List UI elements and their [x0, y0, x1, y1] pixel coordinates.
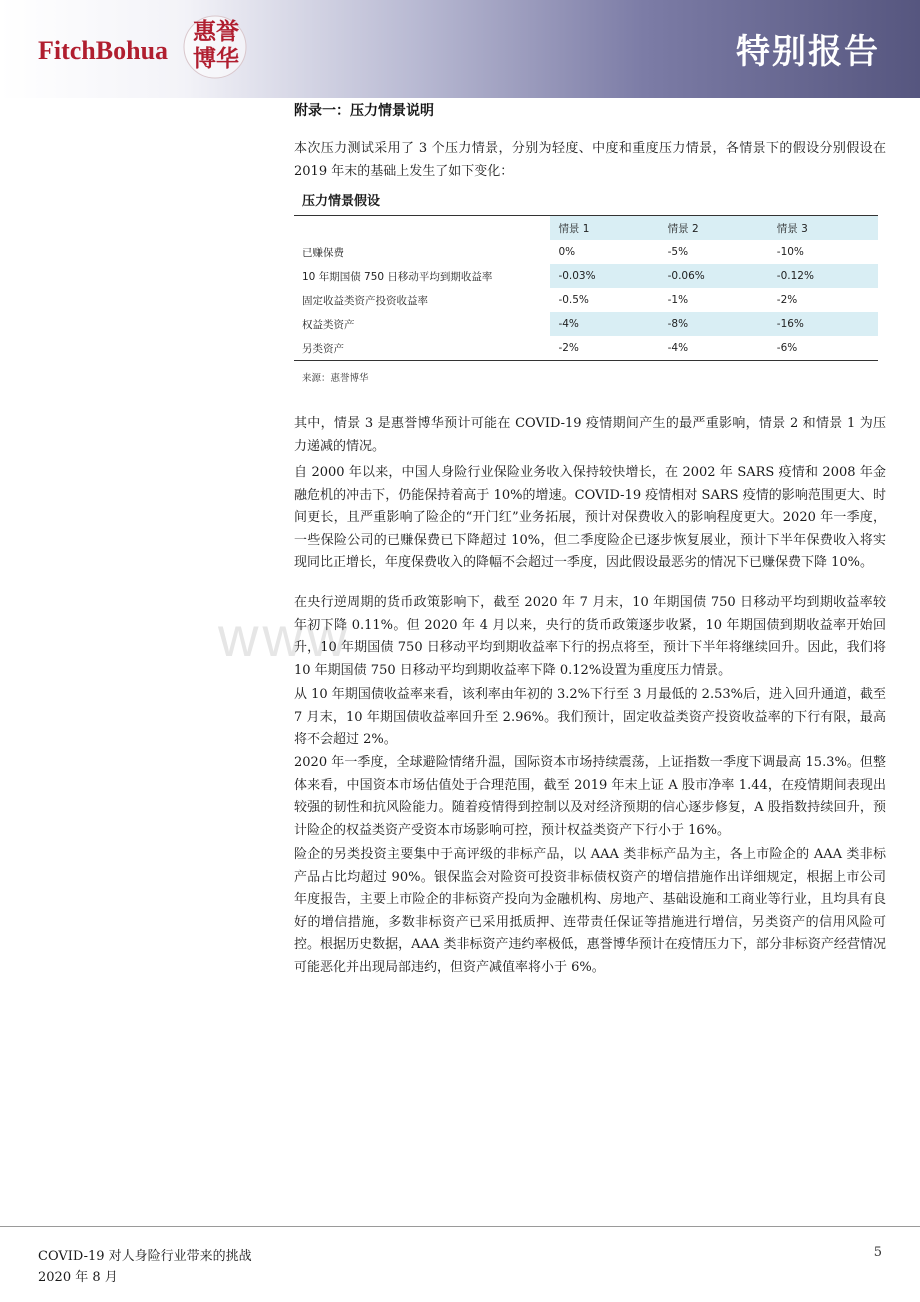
watermark: www — [218, 605, 352, 668]
body-paragraph: 2020 年一季度，全球避险情绪升温，国际资本市场持续震荡，上证指数一季度下调最高 15.3%。但整体来看，中国资本市场估值处于合理范围，截至 2019 年末上证 A 股市净率 1.44，在疫情期间表现出较强的韧性和抗风险能力。随着疫情得到控制以及对经济预期的信心逐步修复，A 股指数持续回升，预计险企的权益类资产受资本市场影响可控，预计权益类资产下行小于 16%。 — [294, 755, 886, 838]
table-header-row — [294, 216, 878, 241]
table-cell: -8% — [660, 312, 769, 336]
brand-logo-chinese: 惠誉博华 — [193, 18, 239, 72]
table-cell: -1% — [667, 294, 689, 306]
row-label: 权益类资产 — [302, 318, 355, 331]
table-cell: -0.5% — [558, 294, 589, 306]
page-number: 5 — [873, 1245, 882, 1260]
body-paragraph: 险企的另类投资主要集中于高评级的非标产品，以 AAA 类非标产品为主，各上市险企的 AAA 类非标产品占比均超过 90%。银保监会对险资可投资非标债权资产的增信措施作出详细规定，根据上市公司年度报告，主要上市险企的非标资产投向为金融机构、房地产、基础设施和工商业等行业，且均具有良好的增信措施，多数非标资产已采用抵质押、连带责任保证等措施进行增信，另类资产的信用风险可控。根据历史数据，AAA 类非标资产违约率极低，惠誉博华预计在疫情压力下，部分非标资产经营情况可能恶化并出现局部违约，但资产减值率将小于 6%。 — [294, 847, 886, 975]
row-label: 已赚保费 — [302, 246, 344, 259]
table-cell: -6% — [776, 342, 798, 354]
footer-divider — [0, 1226, 920, 1227]
body-paragraph: 自 2000 年以来，中国人身险行业保险业务收入保持较快增长，在 2002 年 SARS 疫情和 2008 年金融危机的冲击下，仍能保持着高于 10%的增速。COVID-19 疫情相对 SARS 疫情的影响范围更大、时间更长，且严重影响了险企的“开门红”业务拓展，预计对保费收入的影响程度更大。2020 年一季度，一些保险公司的已赚保费已下降超过 10%，但二季度险企已逐步恢复展业，预计下半年保费收入将实现同比正增长，年度保费收入的降幅不会超过一季度，因此假设最恶劣的情况下已赚保费下降 10%。 — [294, 465, 886, 570]
body-paragraph: 在央行逆周期的货币政策影响下，截至 2020 年 7 月末，10 年期国债 750 日移动平均到期收益率较年初下降 0.11%。但 2020 年 4 月以来，央行的货币政策逐步收紧，10 年期国债到期收益率开始回升，10 年期国债 750 日移动平均到期收益率下行的拐点将至，预计下半年将继续回升。因此，我们将 10 年期国债 750 日移动平均到期收益率下降 0.12%设置为重度压力情景。 — [294, 595, 886, 678]
footer-date: 2020 年 8 月 — [38, 1270, 118, 1285]
table-cell: -0.12% — [769, 264, 878, 288]
table-row — [294, 288, 878, 312]
table-cell: -2% — [776, 294, 798, 306]
row-label: 固定收益类资产投资收益率 — [302, 294, 428, 307]
table-header-blank — [294, 216, 550, 241]
row-label: 另类资产 — [302, 342, 344, 355]
table-cell: -16% — [769, 312, 878, 336]
table-cell: -2% — [558, 342, 579, 354]
table-header-scenario-2: 情景 2 — [660, 216, 769, 241]
brand-logo-text: FitchBohua — [38, 36, 169, 65]
table-row — [294, 240, 878, 264]
page-header — [0, 0, 920, 98]
table-cell: -10% — [776, 246, 804, 258]
table-cell: -0.06% — [660, 264, 769, 288]
body-paragraph: 其中，情景 3 是惠誉博华预计可能在 COVID-19 疫情期间产生的最严重影响，情景 2 和情景 1 为压力递减的情况。 — [294, 416, 886, 454]
table-cell: -4% — [550, 312, 659, 336]
table-row — [294, 312, 878, 336]
table-row — [294, 264, 878, 288]
table-cell: 0% — [558, 246, 576, 258]
footer-document-title: COVID-19 对人身险行业带来的挑战 — [38, 1249, 252, 1264]
section-title: 附录一：压力情景说明 — [294, 103, 434, 119]
table-header-scenario-1: 情景 1 — [550, 216, 659, 241]
intro-paragraph: 本次压力测试采用了 3 个压力情景，分别为轻度、中度和重度压力情景，各情景下的假设分别假设在 2019 年末的基础上发生了如下变化： — [294, 141, 886, 179]
table-source-note: 来源：惠誉博华 — [302, 373, 369, 384]
table-title: 压力情景假设 — [302, 194, 381, 209]
table-row — [294, 336, 878, 361]
body-paragraph: 从 10 年期国债收益率来看，该利率由年初的 3.2%下行至 3 月最低的 2.53%后，进入回升通道，截至 7 月末，10 年期国债收益率回升至 2.96%。我们预计，固定收益类资产投资收益率的下行有限，最高将不会超过 2%。 — [294, 687, 886, 747]
table-header-scenario-3: 情景 3 — [769, 216, 878, 241]
stress-scenario-table — [294, 215, 878, 361]
table-cell: -5% — [667, 246, 689, 258]
table-cell: -4% — [667, 342, 689, 354]
row-label: 10 年期国债 750 日移动平均到期收益率 — [302, 270, 493, 283]
table-cell: -0.03% — [550, 264, 659, 288]
report-type-title: 特别报告 — [736, 32, 880, 72]
